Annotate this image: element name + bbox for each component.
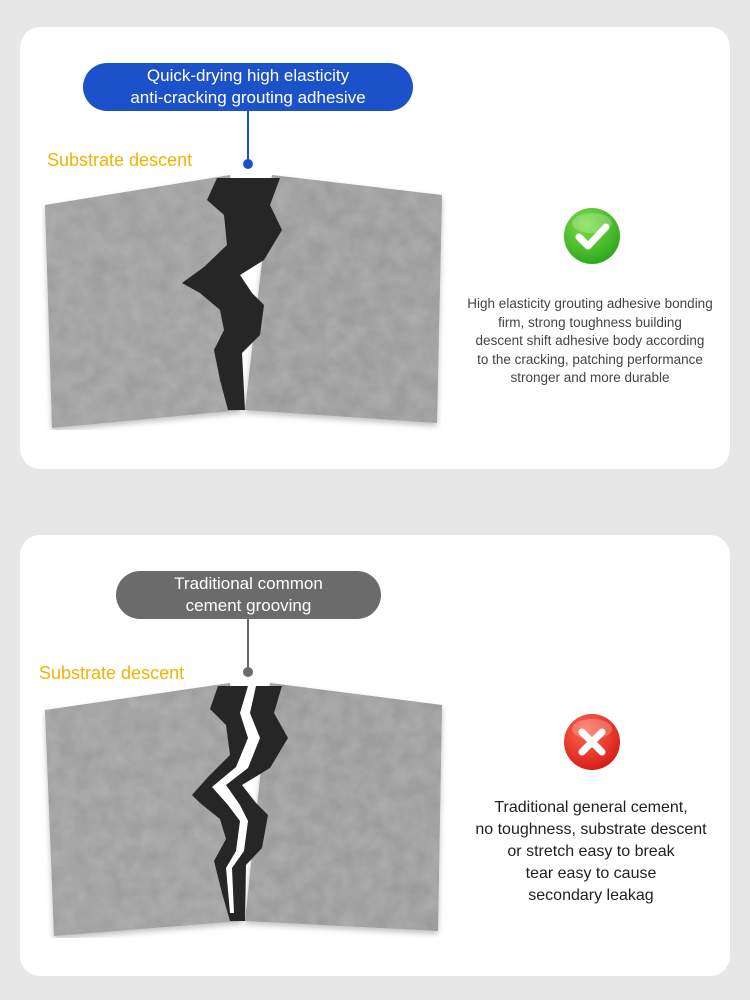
description-line: secondary leakag	[528, 887, 654, 904]
check-icon	[563, 207, 621, 265]
concrete-slab-torn-crack-illustration	[42, 683, 447, 938]
label-connector-line	[247, 111, 249, 163]
description-line: firm, strong toughness building	[498, 314, 682, 330]
substrate-descent-label: Substrate descent	[47, 150, 193, 170]
description-line: descent shift adhesive body according	[475, 333, 705, 348]
substrate-descent-label: Substrate descent	[39, 663, 185, 683]
description-line: Traditional general cement,	[494, 799, 688, 816]
comparison-card-cement	[20, 535, 730, 976]
cross-icon	[563, 713, 621, 771]
comparison-card-adhesive	[20, 27, 730, 469]
concrete-slab-filled-crack-illustration	[42, 175, 447, 430]
label-connector-dot	[243, 667, 253, 677]
description-line: or stretch easy to break	[507, 843, 675, 860]
traditional-label-line-2: cement grooving	[185, 596, 312, 615]
product-label-pill	[83, 63, 413, 111]
description-line: stronger and more durable	[510, 370, 670, 385]
description-line: High elasticity grouting adhesive bonding	[467, 296, 713, 311]
traditional-label-pill	[116, 571, 381, 619]
product-label-line-2: anti-cracking grouting adhesive	[130, 88, 366, 107]
label-connector-line	[247, 619, 249, 671]
adhesive-description	[440, 295, 740, 388]
description-line: to the cracking, patching performance	[477, 351, 703, 367]
traditional-label-line-1: Traditional common	[174, 574, 323, 593]
description-line: no toughness, substrate descent	[475, 821, 707, 838]
product-label-line-1: Quick-drying high elasticity	[146, 66, 350, 85]
label-connector-dot	[243, 159, 253, 169]
cement-description	[450, 797, 732, 907]
description-line: tear easy to cause	[525, 865, 657, 882]
